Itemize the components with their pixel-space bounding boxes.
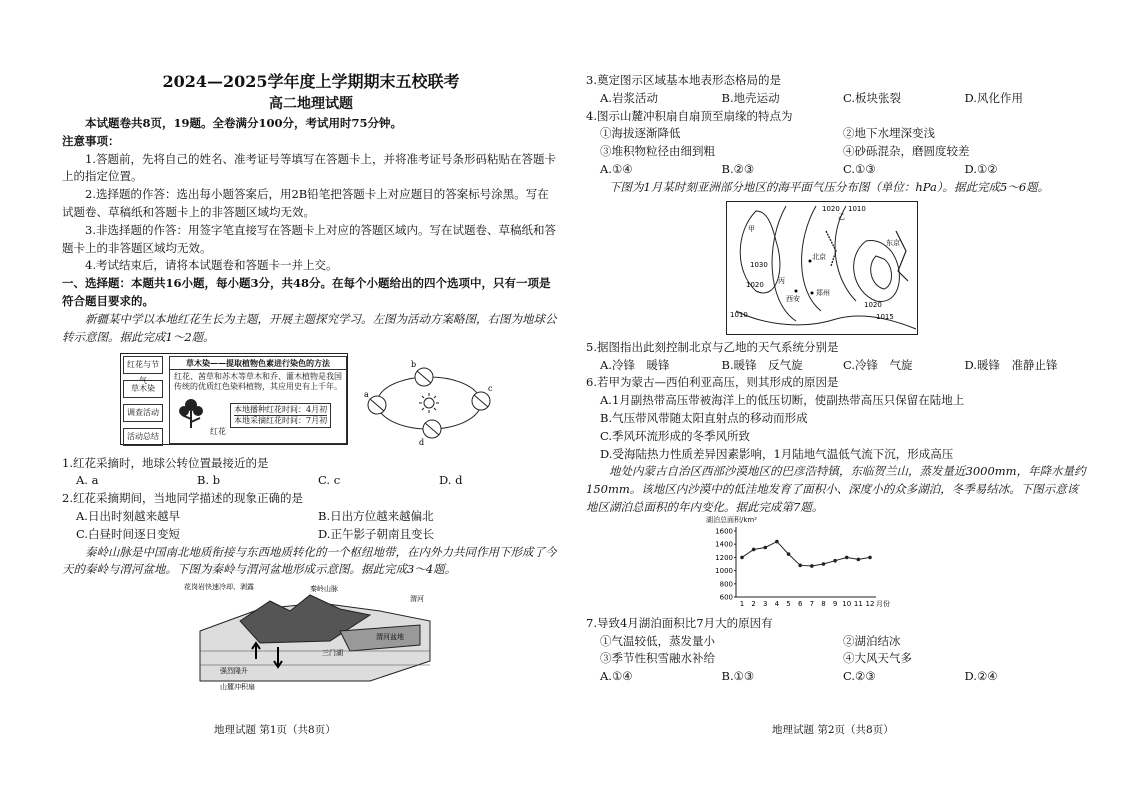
flower-icon — [176, 397, 206, 429]
material-2: 秦岭山脉是中国南北地质衔接与东西地质转化的一个枢纽地带，在内外力共同作用下形成了今天的秦岭与渭河盆地。下图为秦岭与渭河盆地形成示意图。据此完成3～4题。 — [62, 544, 557, 577]
x-tick-label: 12 — [865, 599, 875, 608]
figure-1 — [62, 353, 560, 451]
section1-heading: 一、选择题：本题共16小题，每小题3分，共48分。在每个小题给出的四个选项中，只有一项是符合题目要求的。 — [62, 276, 551, 309]
label-weihe-basin: 渭河盆地 — [376, 633, 404, 642]
left-column — [62, 72, 560, 693]
q5-option-a: A.冷锋 暖锋 — [600, 357, 670, 372]
exam-subtitle: 高二地理试题 — [269, 95, 353, 112]
exam-title: 2024—2025学年度上学期期末五校联考 — [162, 72, 460, 91]
q4-item-1: ①海拔逐渐降低 — [600, 126, 681, 141]
label-tokyo: 东京 — [886, 238, 900, 247]
panel — [169, 356, 347, 444]
q1-option-b: B. b — [197, 473, 221, 488]
orbit-label: a — [364, 389, 369, 399]
data-point — [798, 563, 802, 567]
notice-title: 注意事项： — [62, 133, 120, 148]
q1-option-a: A. a — [76, 473, 99, 488]
q5-option-b: B.暖锋 反气旋 — [721, 357, 803, 372]
chart-ylabel: 湖泊总面积/km² — [706, 515, 758, 524]
menu-item: 草木染 — [123, 380, 163, 398]
x-tick-label: 2 — [751, 599, 756, 608]
q7-stem: 7.导致4月湖泊面积比7月大的原因有 — [586, 615, 773, 630]
panel-title: 草木染——提取植物色素进行染色的方法 — [170, 357, 346, 370]
q2-option-b: B.日出方位越来越偏北 — [318, 508, 434, 523]
q3-option-d: D.风化作用 — [964, 90, 1023, 105]
notice-1: 1.答题前，先将自己的姓名、准考证号等填写在答题卡上，并将准考证号条形码粘贴在答题卡上的指定位置。 — [62, 151, 556, 184]
x-axis-label: 月份 — [876, 599, 890, 608]
lake-area-chart-svg — [706, 515, 906, 615]
flower-label: 红花 — [210, 426, 226, 436]
data-point — [763, 546, 767, 550]
x-tick-label: 10 — [842, 599, 852, 608]
x-tick-label: 9 — [832, 599, 838, 608]
isobar-value: 1030 — [750, 260, 768, 269]
label-xian: 西安 — [786, 294, 800, 303]
exam-info: 本试题卷共8页，19题。全卷满分100分，考试用时75分钟。 — [85, 115, 403, 130]
q5-options — [586, 357, 1086, 375]
q4-option-d: D.①② — [964, 162, 998, 177]
q4-options — [586, 161, 1086, 179]
x-tick-label: 5 — [786, 599, 791, 608]
q2-stem: 2.红花采摘期间，当地同学描述的现象正确的是 — [62, 491, 303, 506]
x-tick-label: 4 — [774, 599, 780, 608]
notice-4: 4.考试结束后，请将本试题卷和答题卡一并上交。 — [85, 258, 338, 273]
q3-option-c: C.板块张裂 — [843, 90, 902, 105]
isobar-value: 1010 — [848, 204, 866, 213]
data-point — [868, 555, 872, 559]
sow-note: 本地播种红花时间：4月初 — [234, 404, 328, 414]
isobar-value: 1020 — [822, 204, 840, 213]
earth-c — [472, 392, 490, 410]
q6-option-a: A.1月副热带高压带被海洋上的低压切断，使副热带高压只保留在陆地上 — [600, 393, 965, 408]
q7-option-b: B.①③ — [721, 669, 755, 684]
data-point — [845, 555, 849, 559]
q7-item-3: ③季节性积雪融水补给 — [600, 651, 715, 666]
x-tick-label: 8 — [821, 599, 826, 608]
footer-left: 地理试题 第1页（共8页） — [214, 724, 336, 736]
q7-item-4: ④大风天气多 — [843, 651, 912, 666]
earth-a — [368, 396, 386, 414]
activity-plan — [120, 353, 348, 445]
x-tick-label: 6 — [797, 599, 803, 608]
label-uplift: 强烈隆升 — [220, 667, 248, 676]
q3-options — [586, 90, 1086, 108]
q6-option-b: B.气压带风带随太阳直射点的移动而形成 — [600, 410, 808, 425]
q4-item-3: ③堆积物粒径由细到粗 — [600, 144, 715, 159]
earth-b — [415, 368, 433, 386]
q7-options — [586, 668, 1086, 686]
q5-option-d: D.暖锋 准静止锋 — [964, 357, 1058, 372]
label-yi: 乙 — [838, 212, 845, 221]
q4-item-2: ②地下水埋深变浅 — [843, 126, 935, 141]
q2-option-a: A.日出时刻越来越早 — [76, 508, 180, 523]
y-tick-label: 1000 — [715, 566, 733, 575]
figure-2-qinling-diagram — [180, 581, 460, 693]
earth-d — [423, 420, 441, 438]
data-point — [752, 547, 756, 551]
q4-item-4: ④砂砾混杂，磨圆度较差 — [843, 144, 970, 159]
label-sanmen: 三门湖 — [322, 649, 343, 658]
label-qinling: 秦岭山脉 — [310, 585, 338, 594]
q3-stem: 3.奠定图示区域基本地表形态格局的是 — [586, 73, 781, 87]
panel-text: 红花、茜草和苏木等草木和乔、灌木植物是我国传统的优质红色染料植物，其应用史有上千年。 — [174, 371, 342, 392]
isobar-value: 1010 — [730, 310, 748, 319]
orbit-label: d — [419, 437, 425, 447]
menu-item: 红花与节气 — [123, 356, 163, 374]
q1-option-c: C. c — [318, 473, 341, 488]
y-tick-label: 1200 — [715, 553, 733, 562]
q7-item-2: ②湖泊结冰 — [843, 633, 901, 648]
x-tick-label: 11 — [853, 599, 863, 608]
q1-option-d: D. d — [439, 473, 463, 488]
q7-option-a: A.①④ — [600, 669, 633, 684]
lake-area-chart — [706, 515, 906, 615]
data-point — [740, 555, 744, 559]
q1-options — [62, 472, 560, 490]
orbit-label: b — [411, 359, 417, 369]
series-line — [742, 541, 870, 565]
q7-option-d: D.②④ — [964, 669, 998, 684]
menu-item: 活动总结 — [123, 428, 163, 446]
data-point — [822, 562, 826, 566]
q3-option-a: A.岩浆活动 — [600, 90, 658, 105]
notice-2: 2.选择题的作答：选出每小题答案后，用2B铅笔把答题卡上对应题目的答案标号涂黑。写在试题卷、草稿纸和答题卡上的非答题区域均无效。 — [62, 187, 549, 220]
y-tick-label: 1400 — [715, 540, 733, 549]
x-tick-label: 7 — [809, 599, 815, 608]
y-tick-label: 600 — [719, 593, 733, 602]
q7-option-c: C.②③ — [843, 669, 876, 684]
label-jia: 甲 — [748, 224, 755, 233]
orbit-diagram — [364, 353, 494, 449]
sun-icon — [419, 393, 439, 413]
material-4: 地处内蒙古自治区西部沙漠地区的巴彦浩特镇，东临贺兰山，蒸发量近3000mm，年降水量约150mm。该地区内沙漠中的低洼地发育了面积小、深度小的众多湖泊，冬季易结冰。下图示意该地区湖泊总面积的年内变化。据此完成第7题。 — [586, 464, 1086, 514]
figure-3-isobar-map — [726, 201, 918, 335]
q2-option-d: D.正午影子朝南且变长 — [318, 526, 434, 541]
footer-right: 地理试题 第2页（共8页） — [772, 724, 894, 736]
data-point — [775, 540, 779, 544]
orbit-label: c — [488, 383, 493, 393]
material-3: 下图为1月某时刻亚洲部分地区的海平面气压分布图（单位：hPa）。据此完成5～6题。 — [609, 179, 1050, 194]
q4-stem: 4.图示山麓冲积扇自扇顶至扇缘的特点为 — [586, 108, 793, 123]
q7-items — [586, 633, 1086, 669]
isobar-value: 1020 — [746, 280, 764, 289]
label-bing: 丙 — [778, 276, 785, 285]
note-box — [230, 403, 331, 429]
menu-item: 调查活动 — [123, 404, 163, 422]
data-point — [810, 564, 814, 568]
label-granite: 花岗岩快速冷却、剥露 — [184, 583, 254, 592]
label-beijing: 北京 — [812, 252, 826, 261]
q4-option-a: A.①④ — [600, 162, 633, 177]
q1-stem: 1.红花采摘时，地球公转位置最接近的是 — [62, 455, 269, 470]
notice-3: 3.非选择题的作答：用签字笔直接写在答题卡上对应的答题区域内。写在试题卷、草稿纸和答题卡上的非答题区域均无效。 — [62, 222, 556, 255]
isobar-value: 1020 — [864, 300, 882, 309]
pick-note: 本地采摘红花时间：7月初 — [234, 415, 328, 425]
q6-option-c: C.季风环流形成的冬季风所致 — [600, 428, 751, 443]
material-1: 新疆某中学以本地红花生长为主题，开展主题探究学习。左图为活动方案略图，右图为地球公转示意图。据此完成1～2题。 — [62, 311, 557, 344]
right-column — [586, 72, 1086, 686]
label-alluvial-fan: 山麓冲积扇 — [220, 683, 255, 692]
label-weihe: 渭河 — [410, 595, 424, 604]
q5-stem: 5.据图指出此刻控制北京与乙地的天气系统分别是 — [586, 339, 839, 354]
q2-option-c: C.白昼时间逐日变短 — [76, 526, 181, 541]
data-point — [833, 559, 837, 563]
data-point — [787, 552, 791, 556]
q6-stem: 6.若甲为蒙古—西伯利亚高压，则其形成的原因是 — [586, 375, 839, 390]
label-zhengzhou: 郑州 — [816, 288, 830, 297]
data-point — [857, 557, 861, 561]
isobar-value: 1015 — [876, 312, 894, 321]
q3-option-b: B.地壳运动 — [721, 90, 780, 105]
activity-menu — [123, 356, 163, 446]
q2-options — [62, 508, 560, 544]
y-tick-label: 800 — [719, 580, 733, 589]
q4-option-c: C.①③ — [843, 162, 876, 177]
q4-option-b: B.②③ — [721, 162, 755, 177]
q7-item-1: ①气温较低，蒸发量小 — [600, 633, 715, 648]
q6-option-d: D.受海陆热力性质差异因素影响，1月陆地气温低气流下沉，形成高压 — [600, 446, 954, 461]
y-tick-label: 1600 — [715, 527, 733, 536]
q5-option-c: C.冷锋 气旋 — [843, 357, 913, 372]
x-tick-label: 3 — [763, 599, 768, 608]
q4-items — [586, 125, 1086, 161]
x-tick-label: 1 — [739, 599, 745, 608]
